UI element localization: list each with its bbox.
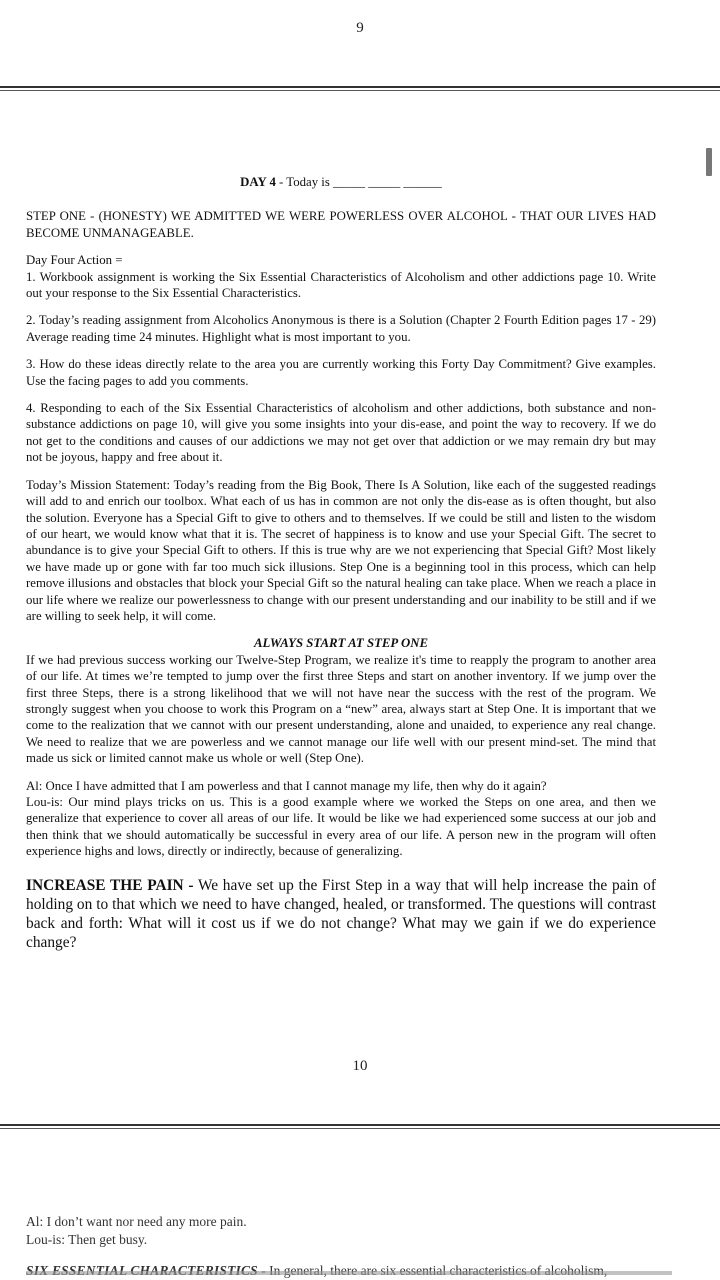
louis-answer: Lou-is: Our mind plays tricks on us. This is a good example where we worked the Steps on one area, and then we generalize that experience to cover all areas of our life. It would be like we had experienced some success at our job and then think that we should automatically be successful in every area of our life. A person new in the program will often experience highs and lows, directly or indirectly, because of generalizing. [26, 795, 656, 859]
action-item-2: 2. Today’s reading assignment from Alcoholics Anonymous is there is a Solution (Chapter 2 Fourth Edition pages 17 - 29) Average reading time 24 minutes. Highlight what is most important to you. [26, 313, 656, 344]
day-label: DAY 4 [240, 175, 276, 189]
al-question: Al: Once I have admitted that I am powerless and that I cannot manage my life, then why do it again? [26, 778, 547, 793]
day-header [26, 174, 656, 190]
top-page-number: 9 [356, 20, 364, 36]
next-al-line: Al: I don’t want nor need any more pain. [26, 1214, 247, 1229]
action-item-3: 3. How do these ideas directly relate to the area you are currently working this Forty Day Commitment? Give examples. Use the facing pages to add you comments. [26, 357, 656, 388]
increase-pain-body: We have set up the First Step in a way that will help increase the pain of holding on to that which we need to have changed, healed, or transformed. The questions will contrast back and forth: What will it cost us if we do not change? What may we gain if we do experience change? [26, 876, 656, 951]
always-start-title: ALWAYS START AT STEP ONE [254, 636, 428, 651]
page-content [26, 174, 656, 963]
action-header: Day Four Action = [26, 253, 123, 268]
today-prefix: - Today is [275, 175, 334, 189]
date-blanks: _____ _____ ______ [333, 175, 442, 189]
page-divider-bottom [0, 1124, 720, 1129]
action-item-4: 4. Responding to each of the Six Essential Characteristics of alcoholism and other addictions, both substance and non-substance addictions on page 10, will give you some insights into your dis-ease, and point the way to recovery. If we do not get to the conditions and causes of our addictions we may not get over that addiction or we may remain dry but may not be joyous, happy and free about it. [26, 401, 656, 465]
page-divider-top [0, 86, 720, 91]
dialogue-block [26, 778, 656, 860]
increase-pain-title: INCREASE THE PAIN - [26, 876, 194, 894]
increase-pain-paragraph [26, 876, 656, 952]
page-fade-bar [26, 1271, 672, 1275]
next-louis-line: Lou-is: Then get busy. [26, 1232, 148, 1247]
scrollbar-thumb[interactable] [706, 148, 712, 176]
bottom-page-number: 10 [352, 1058, 368, 1074]
mission-statement: Today’s Mission Statement: Today’s reading from the Big Book, There Is A Solution, like each of the suggested readings will add to and enrich our toolbox. What each of us has in common are not only the dis-ease as is often thought, but also the solution. Everyone has a Special Gift to give to others and to themselves. If we could be still and listen to the wisdom of our heart, we would know what that it is. The secret of happiness is to know and use your Special Gift. The secret to abundance is to give your Special Gift to others. If this is true why are we not experiencing that Special Gift? Most likely we have made up or gone with far too much sick illusions. Step One is a beginning tool in this process, which can help remove illusions and obstacles that block your Special Gift so the natural healing can take place. When we reach a place in our life where we realize our powerlessness to change with our present understanding and our inability to be still and if we are willing to seek help, it will come. [26, 477, 656, 623]
action-block [26, 252, 656, 301]
action-item-1: 1. Workbook assignment is working the Six Essential Characteristics of Alcoholism and other addictions page 10. Write out your response to the Six Essential Characteristics. [26, 269, 656, 301]
step-one-heading: STEP ONE - (HONESTY) WE ADMITTED WE WERE POWERLESS OVER ALCOHOL - THAT OUR LIVES HAD BECOME UNMANAGEABLE. [26, 209, 656, 240]
next-page-content [26, 1213, 686, 1249]
always-start-body: If we had previous success working our Twelve-Step Program, we realize it's time to reapply the program to another area of our life. At times we’re tempted to jump over the first three Steps and start on another inventory. If we jump over the first three Steps, there is a strong likelihood that we will not have near the success with the rest of the program. We strongly suggest when you choose to work this Program on a “new” area, always start at Step One. It is important that we come to the realization that we cannot with our present understanding, alone and unaided, to experience any real change. We need to realize that we are powerless and we cannot manage our life well with our present mind-set. The mind that made us sick or limited cannot make us whole or well (Step One). [26, 652, 656, 766]
